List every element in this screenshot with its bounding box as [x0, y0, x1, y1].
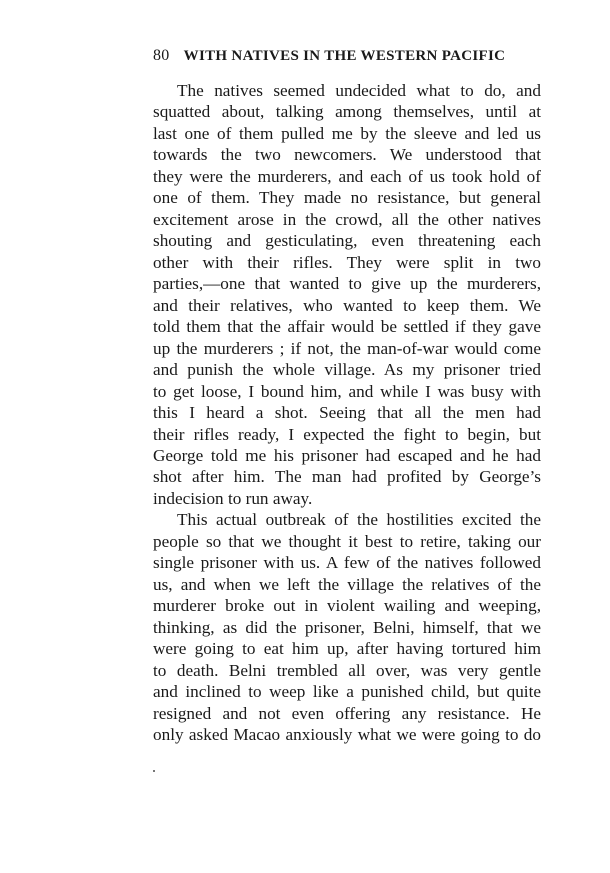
text-line: squatted about, talking among themselves, until at [153, 102, 541, 122]
running-header [153, 47, 543, 65]
text-line: resigned and not even offering any resistance. He [153, 703, 541, 723]
text-line: and their relatives, who wanted to keep them. We [153, 295, 541, 315]
text-line: to get loose, I bound him, and while I was busy with [153, 381, 541, 401]
text-line: other with their rifles. They were split in two [153, 252, 541, 272]
text-line: they were the murderers, and each of us took hold of [153, 166, 541, 186]
text-line: parties,—one that wanted to give up the murderers, [153, 274, 541, 294]
text-line: to death. Belni trembled all over, was very gentle [153, 660, 541, 680]
text-line: excitement arose in the crowd, all the other natives [153, 209, 541, 229]
print-speck [153, 770, 155, 772]
text-line: shot after him. The man had profited by George’s [153, 467, 541, 487]
text-line: George told me his prisoner had escaped and he had [153, 445, 541, 465]
text-line: only asked Macao anxiously what we were going to do [153, 725, 541, 745]
text-line: single prisoner with us. A few of the natives followed [153, 553, 541, 573]
text-line: people so that we thought it best to retire, taking our [153, 531, 541, 551]
text-line: last one of them pulled me by the sleeve and led us [153, 123, 541, 143]
text-line: and inclined to weep like a punished child, but quite [153, 682, 541, 702]
text-line: indecision to run away. [153, 488, 313, 508]
text-line: told them that the affair would be settled if they gave [153, 317, 541, 337]
running-title: WITH NATIVES IN THE WESTERN PACIFIC [183, 48, 506, 64]
body-text [153, 80, 541, 746]
text-line: towards the two newcomers. We understood that [153, 145, 541, 165]
text-line: and punish the whole village. As my prisoner tried [153, 360, 541, 380]
text-line: their rifles ready, I expected the fight to begin, but [153, 424, 541, 444]
text-line: us, and when we left the village the relatives of the [153, 574, 541, 594]
text-line: This actual outbreak of the hostilities excited the [177, 510, 541, 530]
text-line: this I heard a shot. Seeing that all the men had [153, 403, 541, 423]
text-line: were going to eat him up, after having tortured him [153, 639, 541, 659]
text-line: thinking, as did the prisoner, Belni, himself, that we [153, 617, 541, 637]
text-line: murderer broke out in violent wailing and weeping, [153, 596, 541, 616]
text-line: shouting and gesticulating, even threatening each [153, 231, 541, 251]
page-number: 80 [153, 47, 170, 64]
text-line: one of them. They made no resistance, but general [153, 188, 541, 208]
text-line: The natives seemed undecided what to do, and [177, 81, 541, 100]
text-line: up the murderers ; if not, the man-of-war would come [153, 338, 541, 358]
